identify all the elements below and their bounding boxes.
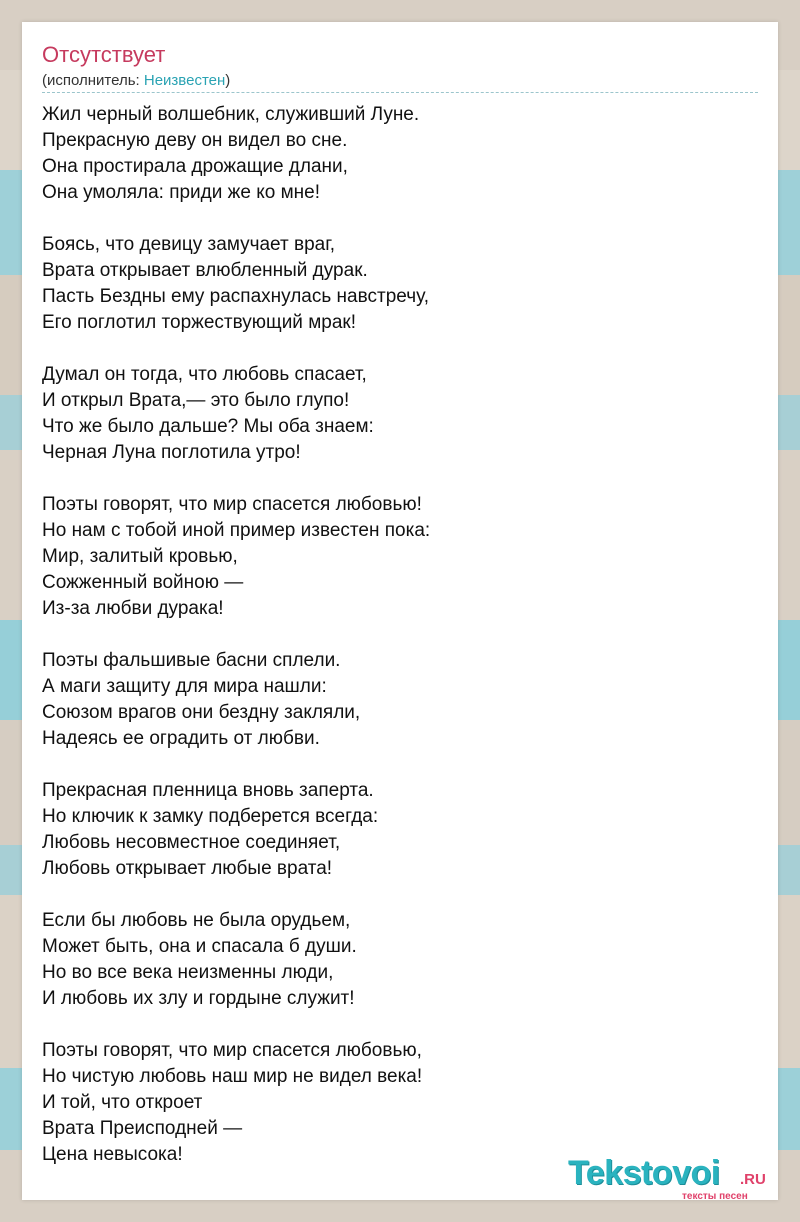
stanza — [42, 778, 758, 882]
lyric-line: Но нам с тобой иной пример известен пока: — [42, 520, 431, 541]
lyric-line: Мир, залитый кровью, — [42, 546, 238, 567]
stanza — [42, 492, 758, 622]
stanza — [42, 102, 758, 206]
lyric-line: Думал он тогда, что любовь спасает, — [42, 364, 367, 385]
stanza — [42, 648, 758, 752]
logo-wordmark: Tekstovoi — [568, 1154, 720, 1192]
stanza — [42, 908, 758, 1012]
lyric-line: И любовь их злу и гордыне служит! — [42, 988, 355, 1009]
lyric-line: Прекрасную деву он видел во сне. — [42, 130, 348, 151]
lyric-line: Из-за любви дурака! — [42, 598, 224, 619]
artist-line — [42, 72, 230, 89]
lyrics-body — [42, 102, 758, 1194]
lyric-line: Пасть Бездны ему распахнулась навстречу, — [42, 286, 429, 307]
lyric-line: Поэты фальшивые басни сплели. — [42, 650, 341, 671]
lyric-line: И той, что откроет — [42, 1092, 203, 1113]
lyric-line: Может быть, она и спасала б души. — [42, 936, 357, 957]
lyric-line: Но во все века неизменны люди, — [42, 962, 334, 983]
logo-tagline: тексты песен — [682, 1191, 748, 1202]
lyrics-card — [22, 22, 778, 1200]
lyric-line: Боясь, что девицу замучает враг, — [42, 234, 336, 255]
lyric-line: А маги защиту для мира нашли: — [42, 676, 327, 697]
lyric-line: Но ключик к замку подберется всегда: — [42, 806, 379, 827]
lyric-line: Поэты говорят, что мир спасется любовью, — [42, 1040, 422, 1061]
lyric-line: Врата Преисподней — — [42, 1118, 243, 1139]
site-logo[interactable] — [568, 1154, 778, 1200]
stanza — [42, 1038, 758, 1168]
lyric-line: Его поглотил торжествующий мрак! — [42, 312, 356, 333]
lyric-line: Она простирала дрожащие длани, — [42, 156, 348, 177]
header-divider — [42, 92, 758, 93]
lyric-line: Она умоляла: приди же ко мне! — [42, 182, 320, 203]
lyric-line: Врата открывает влюбленный дурак. — [42, 260, 368, 281]
lyric-line: Черная Луна поглотила утро! — [42, 442, 301, 463]
lyric-line: Сожженный войною — — [42, 572, 244, 593]
artist-prefix: (исполнитель: — [42, 72, 144, 89]
logo-domain: .RU — [740, 1171, 766, 1188]
artist-suffix: ) — [225, 72, 231, 89]
song-title: Отсутствует — [42, 42, 166, 67]
lyric-line: И открыл Врата,— это было глупо! — [42, 390, 350, 411]
lyric-line: Поэты говорят, что мир спасется любовью! — [42, 494, 422, 515]
stanza — [42, 362, 758, 466]
lyric-line: Жил черный волшебник, служивший Луне. — [42, 104, 420, 125]
stanza — [42, 232, 758, 336]
lyric-line: Цена невысока! — [42, 1144, 183, 1165]
lyric-line: Но чистую любовь наш мир не видел века! — [42, 1066, 423, 1087]
lyric-line: Что же было дальше? Мы оба знаем: — [42, 416, 374, 437]
lyric-line: Любовь несовместное соединяет, — [42, 832, 341, 853]
artist-link[interactable]: Неизвестен — [143, 72, 226, 89]
lyric-line: Прекрасная пленница вновь заперта. — [42, 780, 374, 801]
lyric-line: Если бы любовь не была орудьем, — [42, 910, 351, 931]
lyric-line: Любовь открывает любые врата! — [42, 858, 333, 879]
lyric-line: Союзом врагов они бездну закляли, — [42, 702, 361, 723]
lyric-line: Надеясь ее оградить от любви. — [42, 728, 320, 749]
